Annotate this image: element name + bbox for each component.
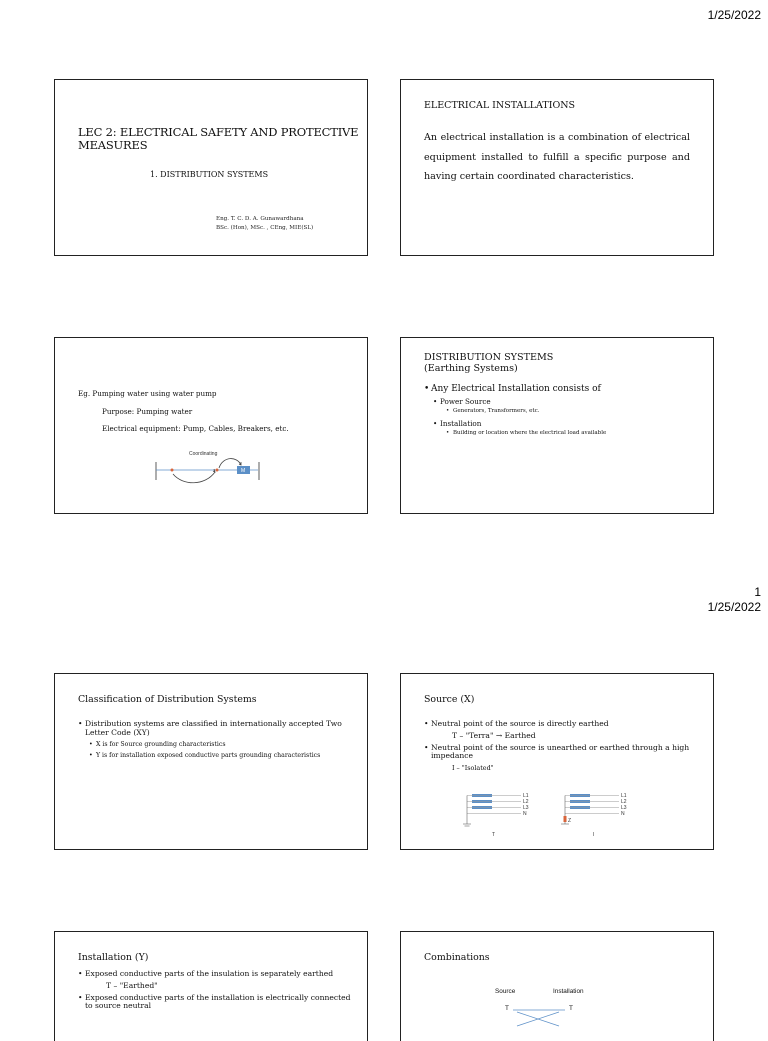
slide-2 (400, 79, 714, 256)
installation-code-t: T (569, 1005, 573, 1012)
note-terra: T – "Terra" → Earthed (452, 730, 536, 740)
slide-8-title: Combinations (424, 952, 490, 963)
label-l1: L1 (621, 793, 627, 799)
bullet-y-installation: • Y is for installation exposed conductive parts grounding characteristics (78, 750, 358, 761)
column-installation: Installation (553, 988, 584, 995)
motor-label: M (241, 468, 246, 474)
bullet-separately-earthed: • Exposed conductive parts of the insulation is separately earthed (78, 970, 358, 979)
slide-4-title-line1: DISTRIBUTION SYSTEMS (424, 352, 554, 363)
slide-7-bullets (78, 970, 358, 1013)
page-number: 1 (754, 585, 761, 599)
slide-3 (54, 337, 368, 514)
bullet-power-source: • Power Source (424, 397, 606, 406)
caption-i: I (593, 832, 595, 838)
breaker-mark (171, 469, 174, 472)
slide-3-equipment: Electrical equipment: Pump, Cables, Breakers, etc. (102, 424, 289, 433)
slide-4-bullets (424, 384, 606, 436)
slide-6-title: Source (X) (424, 694, 475, 705)
coordinating-label: Coordinating (189, 451, 218, 457)
slide-7 (54, 931, 368, 1041)
slide-5 (54, 673, 368, 850)
page-date-top: 1/25/2022 (707, 8, 761, 22)
impedance-symbol (564, 816, 567, 822)
bullet-installation-consists: • Any Electrical Installation consists of (424, 384, 606, 394)
slide-1-subtitle: 1. DISTRIBUTION SYSTEMS (150, 170, 269, 179)
label-l3: L3 (523, 805, 529, 811)
note-earthed: T – "Earthed" (106, 980, 158, 990)
slide-2-title: ELECTRICAL INSTALLATIONS (424, 100, 576, 111)
bullet-generators: • Generators, Transformers, etc. (424, 408, 606, 414)
slide-4-title (424, 352, 553, 374)
author-credentials: BSc. (Hon), MSc. , CEng, MIE(SL) (216, 225, 314, 231)
slide-6-bullets (424, 720, 704, 776)
slide-8 (400, 931, 714, 1041)
label-l2: L2 (523, 799, 529, 805)
slide-7-title: Installation (Y) (78, 952, 149, 963)
slide-2-body: An electrical installation is a combination of electrical equipment installed to fulfill a specific purpose and having certain coordinated characteristics. (424, 132, 690, 182)
source-code-t: T (505, 1005, 509, 1012)
bullet-unearthed: • Neutral point of the source is unearthed or earthed through a high impedance (424, 744, 704, 761)
bullet-directly-earthed: • Neutral point of the source is directly earthed (424, 720, 704, 729)
bullet-installation: • Installation (424, 419, 606, 428)
diagram-i (561, 793, 627, 838)
bullet-two-letter-code: • Distribution systems are classified in internationally accepted Two Letter Code (XY) (78, 720, 358, 737)
label-n: N (621, 811, 625, 817)
source-earthing-diagram (459, 790, 639, 840)
bullet-building: • Building or location where the electrical load available (424, 430, 606, 436)
slide-4-title-line2: (Earthing Systems) (424, 363, 518, 374)
caption-t: T (492, 832, 496, 838)
slide-5-bullets (78, 720, 358, 761)
slide-3-example: Eg. Pumping water using water pump (78, 389, 217, 398)
diagram-t (463, 793, 529, 838)
bullet-x-source: • X is for Source grounding characteristics (78, 739, 358, 750)
author-name: Eng. T. C. D. A. Gunawardhana (216, 216, 304, 222)
column-source: Source (495, 988, 516, 995)
slide-5-title: Classification of Distribution Systems (78, 694, 257, 705)
impedance-label: Z (568, 818, 572, 824)
label-l3: L3 (621, 805, 627, 811)
slide-1-author (216, 215, 313, 233)
breaker-mark (216, 469, 219, 472)
coordination-arrow (173, 472, 215, 483)
combination-lines (509, 1008, 569, 1028)
slide-4 (400, 337, 714, 514)
note-isolated: I – "Isolated" (452, 763, 494, 772)
slide-6 (400, 673, 714, 850)
label-n: N (523, 811, 527, 817)
bullet-connected-neutral: • Exposed conductive parts of the installation is electrically connected to source neutral (78, 994, 358, 1011)
slide-3-purpose: Purpose: Pumping water (102, 407, 193, 416)
slide-1 (54, 79, 368, 256)
coordination-diagram (153, 448, 263, 488)
label-l1: L1 (523, 793, 529, 799)
page-date-second: 1/25/2022 (707, 600, 761, 614)
slide-1-title: LEC 2: ELECTRICAL SAFETY AND PROTECTIVE MEASURES (78, 125, 359, 152)
arrow-head (213, 469, 215, 472)
label-l2: L2 (621, 799, 627, 805)
